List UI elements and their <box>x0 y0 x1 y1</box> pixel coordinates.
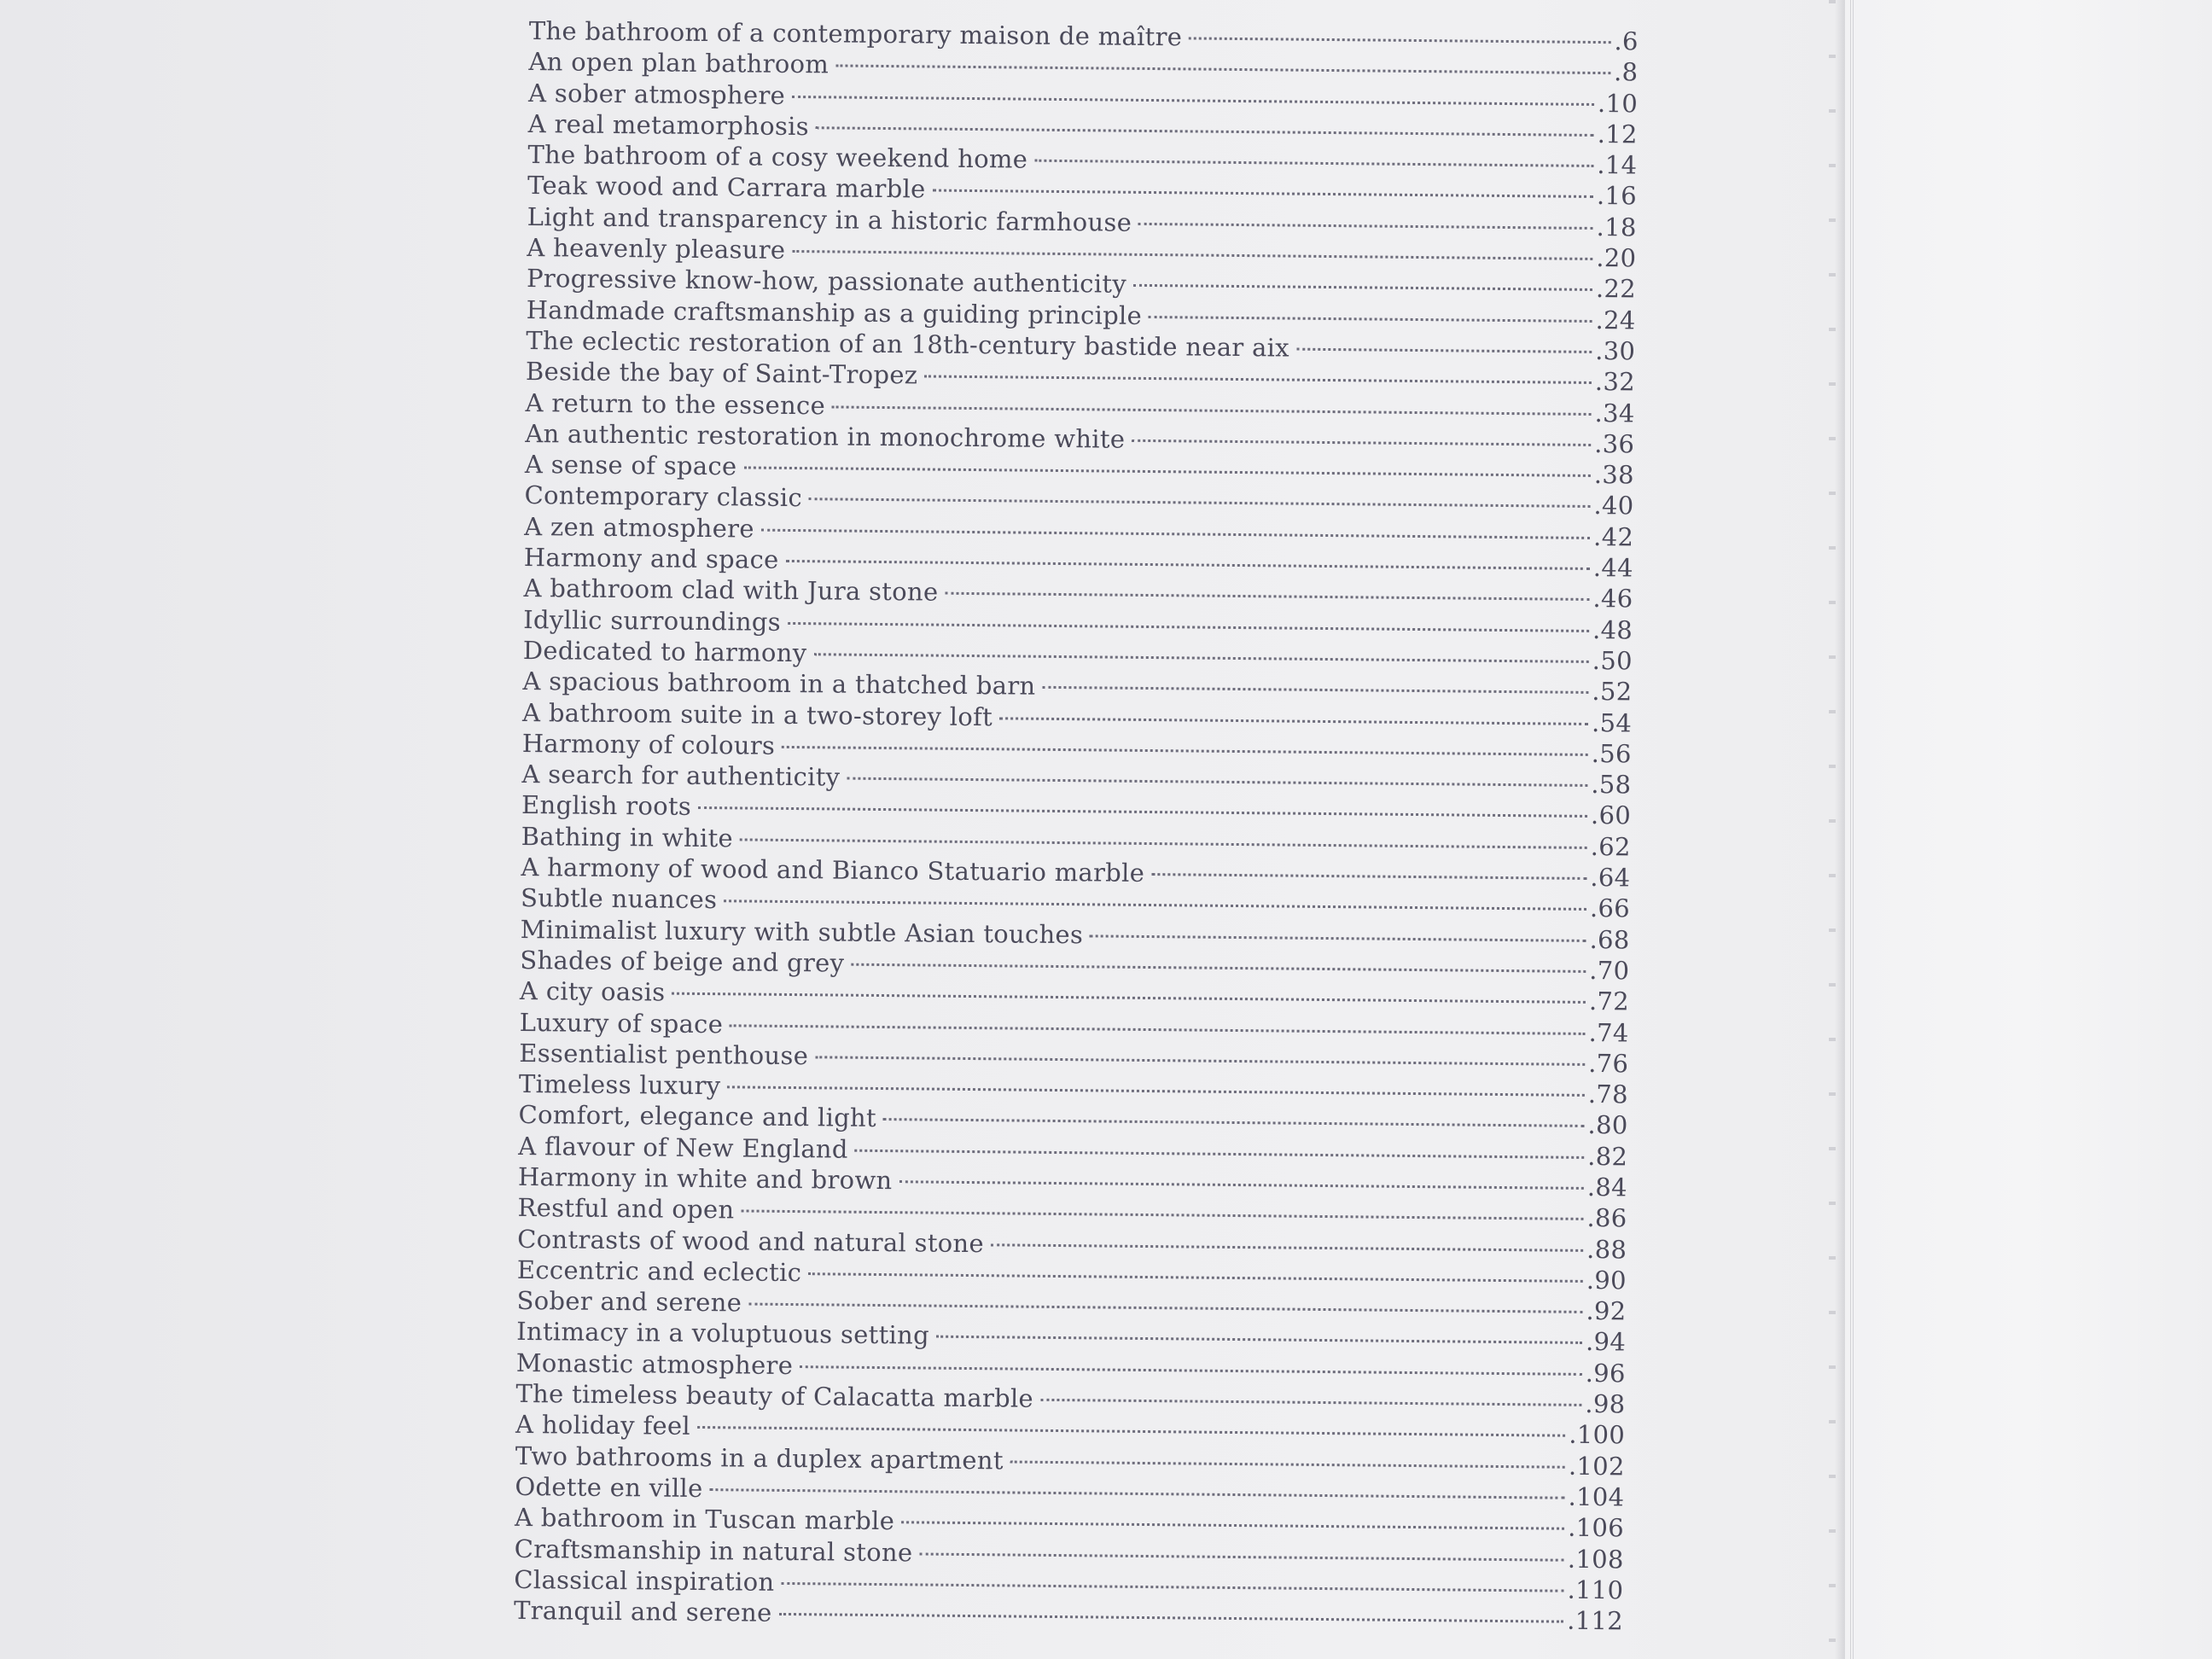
toc-entry-title: Contemporary classic <box>524 480 803 513</box>
toc-entry-title: Bathing in white <box>521 821 734 853</box>
toc-entry-title: A heavenly pleasure <box>527 233 786 265</box>
toc-entry-page-number: . 96 <box>1586 1358 1626 1389</box>
toc-entry-title: Craftsmanship in natural stone <box>514 1534 913 1567</box>
dot-leader <box>813 653 1588 663</box>
toc-entry-title: A harmony of wood and Bianco Statuario marble <box>521 852 1145 888</box>
dot-leader <box>847 777 1587 787</box>
toc-entry-title: Restful and open <box>517 1193 735 1225</box>
dot-leader <box>851 963 1586 973</box>
toc-entry-title: A zen atmosphere <box>524 511 754 544</box>
toc-entry-title: Classical inspiration <box>514 1564 775 1597</box>
toc-entry-page-number: . 106 <box>1568 1512 1624 1544</box>
dot-leader <box>698 806 1587 818</box>
toc-entry-page-number: . 112 <box>1567 1605 1623 1637</box>
toc-entry-title: Progressive know-how, passionate authenticity <box>526 264 1127 300</box>
dot-leader <box>1133 284 1592 291</box>
toc-entry-page-number: . 60 <box>1591 800 1631 831</box>
toc-entry-page-number: . 88 <box>1586 1234 1627 1266</box>
toc-entry-page-number: . 92 <box>1586 1295 1626 1327</box>
dot-leader <box>743 467 1590 478</box>
toc-entry-page-number: . 82 <box>1587 1141 1627 1173</box>
toc-entry-page-number: . 52 <box>1592 676 1632 707</box>
toc-entry-title: An open plan bathroom <box>528 47 830 79</box>
dot-leader <box>899 1180 1583 1190</box>
dot-leader <box>779 1613 1564 1623</box>
dot-leader <box>786 560 1590 570</box>
dot-leader <box>815 1056 1585 1066</box>
toc-entry-page-number: . 94 <box>1586 1326 1626 1358</box>
dot-leader <box>727 1086 1584 1097</box>
toc-entry-title: A city oasis <box>519 976 666 1007</box>
dot-leader <box>782 746 1588 756</box>
toc-entry-title: The eclectic restoration of an 18th-century bastide near aix <box>526 325 1290 363</box>
toc-entry-title: A spacious bathroom in a thatched barn <box>522 667 1036 701</box>
toc-entry-title: A bathroom suite in a two-storey loft <box>521 697 993 731</box>
toc-entry-page-number: . 70 <box>1589 955 1629 987</box>
toc-entry-page-number: . 20 <box>1596 242 1636 274</box>
toc-entry-page-number: . 12 <box>1598 119 1638 150</box>
dot-leader <box>835 65 1610 75</box>
toc-entry-title: Two bathrooms in a duplex apartment <box>515 1441 1004 1476</box>
toc-entry-title: Idyllic surroundings <box>523 604 782 637</box>
dot-leader <box>672 992 1586 1004</box>
table-of-contents <box>514 15 1639 1637</box>
toc-entry-page-number: . 66 <box>1590 893 1630 924</box>
dot-leader <box>710 1488 1565 1499</box>
toc-entry-title: A bathroom clad with Jura stone <box>523 573 939 607</box>
toc-entry-page-number: . 54 <box>1592 707 1632 739</box>
dot-leader <box>1189 37 1610 44</box>
toc-entry-page-number: . 56 <box>1592 738 1632 770</box>
toc-entry-title: Harmony and space <box>523 543 779 574</box>
toc-entry-title: Luxury of space <box>519 1007 724 1039</box>
dot-leader <box>740 838 1587 849</box>
toc-entry-page-number: . 42 <box>1593 521 1633 553</box>
toc-entry-title: An authentic restoration in monochrome white <box>525 418 1126 454</box>
toc-entry-title: Timeless luxury <box>518 1069 721 1101</box>
dot-leader <box>919 1552 1564 1561</box>
dot-leader <box>781 1582 1563 1592</box>
toc-entry-title: Intimacy in a voluptuous setting <box>516 1317 930 1351</box>
toc-entry-page-number: . 90 <box>1586 1265 1627 1296</box>
toc-entry-title: Comfort, elegance and light <box>518 1100 877 1133</box>
toc-entry-title: English roots <box>521 790 692 822</box>
toc-entry-title: Essentialist penthouse <box>519 1038 809 1070</box>
toc-entry-title: Harmony in white and brown <box>517 1161 893 1196</box>
toc-entry-page-number: . 18 <box>1596 212 1636 243</box>
dot-leader <box>901 1522 1564 1530</box>
toc-entry-page-number: . 16 <box>1597 181 1637 212</box>
toc-entry-title: A sense of space <box>524 450 737 481</box>
toc-entry-title: A holiday feel <box>515 1410 691 1441</box>
toc-entry-page-number: . 72 <box>1589 986 1629 1017</box>
dot-leader <box>832 405 1592 416</box>
toc-entry-title: Harmony of colours <box>521 728 776 760</box>
dot-leader <box>1040 1399 1581 1406</box>
toc-entry-title: Sober and serene <box>516 1286 742 1318</box>
dot-leader <box>936 1336 1582 1344</box>
toc-entry-title: Handmade craftsmanship as a guiding principle <box>526 294 1143 330</box>
dot-leader <box>816 126 1594 137</box>
dot-leader <box>945 592 1589 601</box>
dot-leader <box>788 622 1589 632</box>
toc-entry-page-number: . 14 <box>1597 149 1637 181</box>
toc-entry-title: A return to the essence <box>525 387 826 420</box>
dot-leader <box>924 375 1592 385</box>
toc-entry-page-number: . 36 <box>1594 428 1634 460</box>
toc-entry-page-number: . 22 <box>1596 273 1636 305</box>
toc-entry-title: The timeless beauty of Calacatta marble <box>515 1378 1034 1413</box>
toc-entry-page-number: . 84 <box>1587 1172 1627 1203</box>
toc-entry-page-number: . 86 <box>1586 1202 1627 1234</box>
following-page-edge <box>1845 0 2212 1659</box>
dot-leader <box>1138 223 1593 230</box>
toc-entry-page-number: . 44 <box>1593 552 1633 584</box>
dot-leader <box>748 1303 1582 1313</box>
toc-entry-title: Monastic atmosphere <box>515 1348 794 1380</box>
dot-leader <box>1149 316 1592 323</box>
toc-entry-page-number: . 64 <box>1590 862 1630 894</box>
dot-leader <box>855 1149 1584 1158</box>
toc-entry-title: The bathroom of a contemporary maison de maître <box>528 15 1183 52</box>
toc-entry-title: Eccentric and eclectic <box>516 1254 802 1288</box>
toc-entry-page-number: . 110 <box>1567 1575 1623 1606</box>
toc-entry-title: Teak wood and Carrara marble <box>527 171 926 204</box>
toc-entry-title: A bathroom in Tuscan marble <box>514 1503 895 1536</box>
toc-entry-title: A search for authenticity <box>521 760 841 792</box>
toc-entry-title: Beside the bay of Saint-Tropez <box>525 357 918 390</box>
toc-entry-page-number: . 50 <box>1592 645 1633 677</box>
dot-leader <box>933 189 1593 198</box>
toc-entry-page-number: . 8 <box>1614 57 1639 89</box>
toc-entry-page-number: . 78 <box>1588 1079 1628 1110</box>
toc-entry-page-number: . 62 <box>1590 831 1630 863</box>
toc-entry-page-number: . 10 <box>1598 88 1638 119</box>
page-edge-line <box>1850 0 1851 1659</box>
dot-leader <box>1042 686 1588 694</box>
toc-entry-page-number: . 32 <box>1595 366 1635 398</box>
toc-entry-page-number: . 104 <box>1568 1481 1624 1513</box>
toc-entry-page-number: . 74 <box>1588 1016 1628 1048</box>
toc-entry-title: A sober atmosphere <box>527 78 786 110</box>
dot-leader <box>800 1365 1582 1376</box>
dot-leader <box>809 498 1591 509</box>
toc-entry-page-number: . 30 <box>1595 335 1635 367</box>
toc-entry-page-number: . 58 <box>1591 769 1631 800</box>
toc-entry-page-number: . 80 <box>1587 1109 1627 1141</box>
dot-leader <box>697 1426 1565 1437</box>
dot-leader <box>883 1118 1585 1127</box>
toc-entry-page-number: . 24 <box>1595 305 1635 336</box>
toc-entry-page-number: . 108 <box>1568 1543 1624 1575</box>
dot-leader <box>808 1272 1583 1283</box>
dot-leader <box>761 528 1590 538</box>
toc-entry-page-number: . 100 <box>1569 1419 1625 1451</box>
toc-entry-title: Dedicated to harmony <box>522 635 807 668</box>
toc-entry-title: Shades of beige and grey <box>520 945 845 978</box>
toc-entry-page-number: . 48 <box>1592 614 1633 646</box>
toc-entry-title: Contrasts of wood and natural stone <box>517 1224 985 1258</box>
dot-leader <box>724 900 1586 911</box>
toc-entry-title: A real metamorphosis <box>527 108 810 142</box>
toc-entry-title: Light and transparency in a historic farmhouse <box>527 201 1132 237</box>
toc-entry-page-number: . 76 <box>1588 1048 1628 1080</box>
toc-entry-page-number: . 34 <box>1594 398 1634 429</box>
toc-entry-page-number: . 102 <box>1569 1450 1625 1481</box>
toc-entry-page-number: . 46 <box>1592 583 1633 614</box>
toc-entry-title: The bathroom of a cosy weekend home <box>527 140 1028 174</box>
dot-leader <box>792 96 1594 106</box>
dot-leader <box>1090 934 1586 942</box>
dot-leader <box>999 717 1588 725</box>
toc-entry-page-number: . 98 <box>1585 1388 1625 1420</box>
dot-leader <box>1151 873 1586 880</box>
toc-entry-page-number: . 40 <box>1593 490 1633 521</box>
toc-entry-title: A flavour of New England <box>518 1131 848 1164</box>
dot-leader <box>1132 439 1591 446</box>
toc-entry-page-number: . 6 <box>1614 26 1639 57</box>
page-edge-line <box>1853 0 1854 1659</box>
toc-entry-page-number: . 68 <box>1589 924 1629 956</box>
dot-leader <box>1296 348 1592 353</box>
dot-leader <box>741 1210 1583 1220</box>
dot-leader <box>991 1243 1583 1252</box>
toc-entry-title: Subtle nuances <box>520 883 718 915</box>
dot-leader <box>1010 1460 1565 1468</box>
toc-entry-page-number: . 38 <box>1594 459 1634 491</box>
toc-entry-title: Minimalist luxury with subtle Asian touches <box>520 914 1084 949</box>
dot-leader <box>792 250 1592 260</box>
toc-entry-title: Odette en ville <box>515 1471 703 1503</box>
dot-leader <box>730 1024 1585 1035</box>
dot-leader <box>1034 160 1593 167</box>
toc-entry-title: Tranquil and serene <box>513 1596 772 1627</box>
